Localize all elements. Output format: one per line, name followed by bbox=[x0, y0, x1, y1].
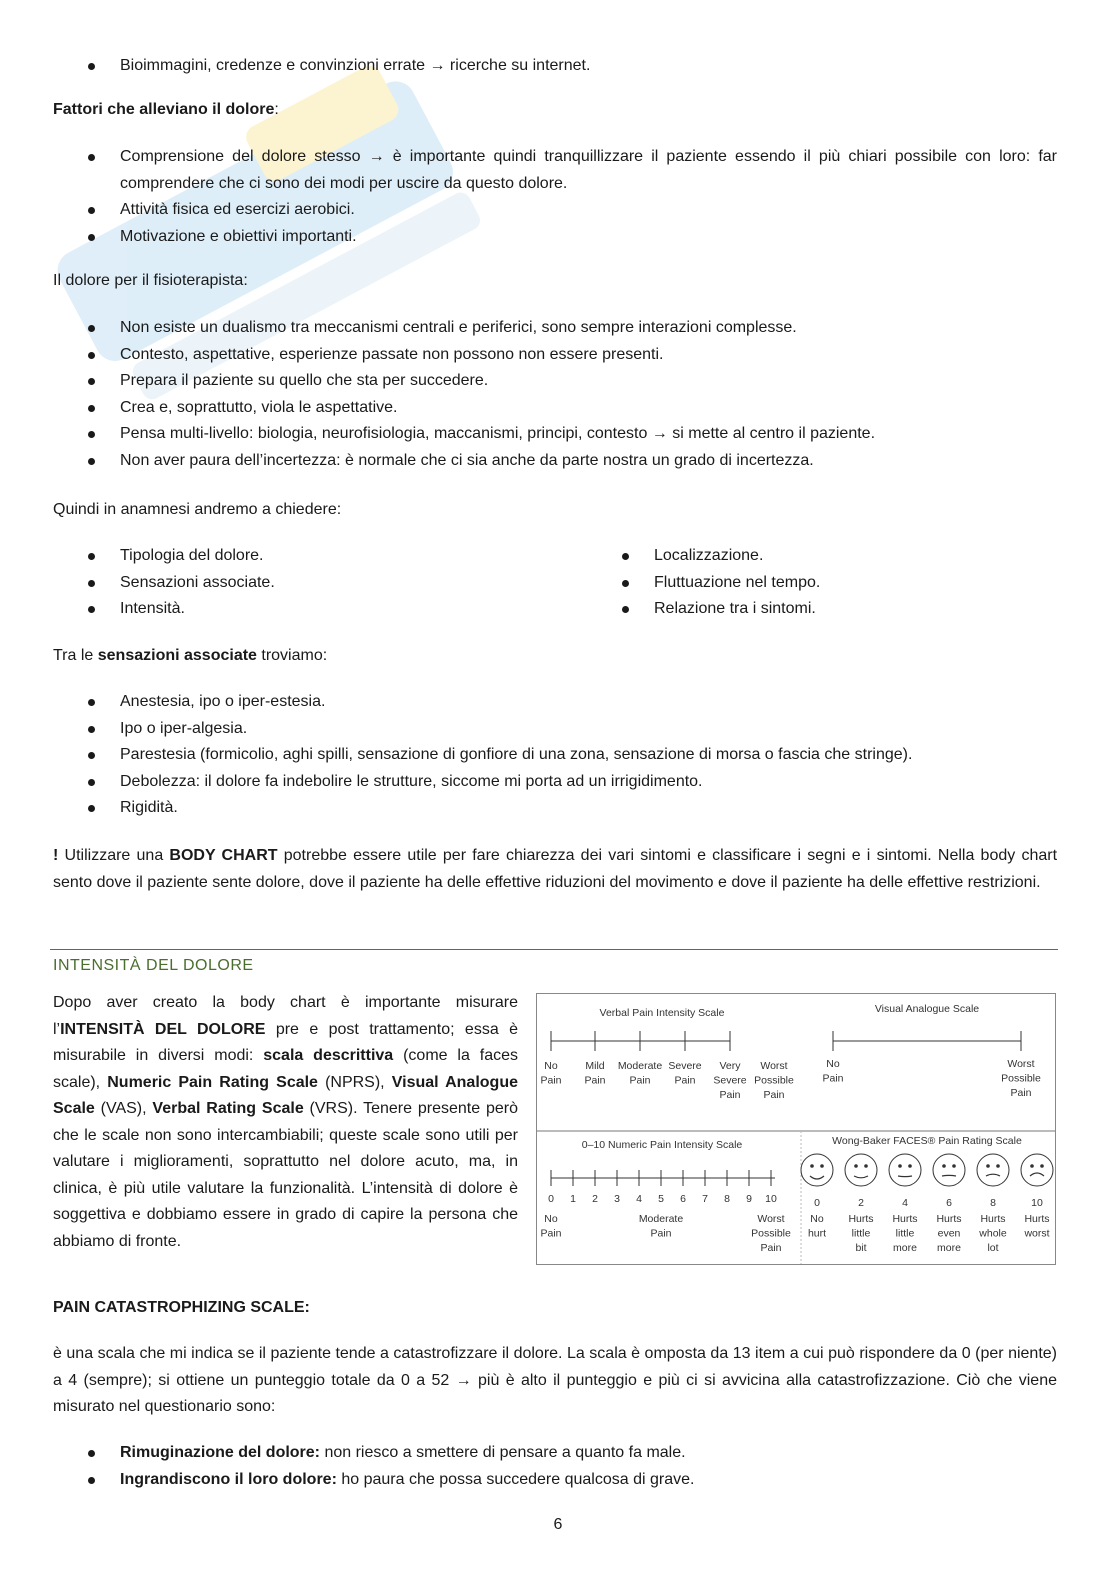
numeric-mid-label: Moderate bbox=[638, 1213, 684, 1225]
numeric-tick-label: 8 bbox=[724, 1193, 730, 1205]
list-item: Non aver paura dell’incertezza: è normale che ci sia anche da parte nostra un grado di incertezza. bbox=[53, 448, 1057, 475]
face-eye bbox=[1030, 1164, 1034, 1168]
numeric-tick-label: 2 bbox=[592, 1193, 598, 1205]
verbal-label: Moderate bbox=[617, 1060, 663, 1072]
numeric-tick-label: 5 bbox=[658, 1193, 664, 1205]
verbal-label: Very bbox=[719, 1060, 741, 1072]
verbal-label: Severe bbox=[713, 1074, 747, 1087]
list-item: Fluttuazione nel tempo. bbox=[587, 570, 1057, 597]
numeric-scale-ticks bbox=[540, 1170, 791, 1254]
faces-scale-title: Wong-Baker FACES® Pain Rating Scale bbox=[832, 1135, 1022, 1147]
face-icon bbox=[933, 1154, 965, 1186]
pcs-list bbox=[53, 1440, 1057, 1493]
numeric-right-label: Pain bbox=[760, 1242, 782, 1254]
list-item: Ingrandiscono il loro dolore: ho paura che possa succedere qualcosa di grave. bbox=[53, 1467, 1057, 1494]
anamnesis-col1 bbox=[53, 543, 583, 623]
numeric-tick-label: 1 bbox=[570, 1193, 576, 1205]
body-chart-paragraph: ! Utilizzare una BODY CHART potrebbe essere utile per fare chiarezza dei vari sintomi e classificare i segni e i sintomi. Nella body chart sento dove il paziente sente dolore, dove il paziente ha delle effettive riduzioni del movimento e dove il paziente ha delle effettive restrizioni. bbox=[53, 847, 1058, 891]
face-label: No bbox=[810, 1213, 824, 1225]
face-mouth bbox=[898, 1176, 912, 1177]
face-value: 0 bbox=[814, 1197, 820, 1209]
face-label: Hurts bbox=[892, 1213, 918, 1225]
face-eye bbox=[864, 1164, 868, 1168]
numeric-tick-label: 4 bbox=[636, 1193, 642, 1205]
face-icon bbox=[1021, 1154, 1053, 1186]
vas-left-label: Pain bbox=[822, 1072, 844, 1085]
numeric-tick-label: 0 bbox=[548, 1193, 554, 1205]
verbal-label: Possible bbox=[754, 1074, 794, 1087]
list-item: Crea e, soprattutto, viola le aspettative. bbox=[53, 395, 1057, 422]
anamnesis-heading: Quindi in anamnesi andremo a chiedere: bbox=[53, 501, 342, 518]
anamnesis-col2 bbox=[587, 543, 1057, 623]
face-value: 8 bbox=[990, 1197, 996, 1209]
face-eye bbox=[952, 1164, 956, 1168]
verbal-label: Worst bbox=[760, 1060, 788, 1072]
face-label: little bbox=[851, 1227, 871, 1240]
numeric-tick-label: 9 bbox=[746, 1193, 752, 1205]
face-icon bbox=[801, 1154, 833, 1186]
numeric-tick-label: 10 bbox=[765, 1193, 777, 1205]
verbal-label: Pain bbox=[584, 1074, 606, 1087]
vas-right-label: Worst bbox=[1007, 1058, 1035, 1070]
relief-heading: Fattori che alleviano il dolore: bbox=[53, 101, 279, 118]
section-divider bbox=[50, 949, 1058, 950]
face-icon bbox=[889, 1154, 921, 1186]
face-label: Hurts bbox=[1024, 1213, 1050, 1225]
pcs-paragraph: è una scala che mi indica se il paziente tende a catastrofizzare il dolore. La scala è omposta da 13 item a cui può rispondere da 0 (per niente) a 4 (sempre); si ottiene un punteggio totale da 0 a 52 → più è alto il punteggio e più ci si avvicina alla catastrofizzazione. Ciò che viene misurato nel questionario sono: bbox=[53, 1345, 1057, 1415]
list-item: Non esiste un dualismo tra meccanismi centrali e periferici, sono sempre interazioni complesse. bbox=[53, 315, 1057, 342]
verbal-label: Pain bbox=[674, 1074, 696, 1087]
list-item: Relazione tra i sintomi. bbox=[587, 596, 1057, 623]
verbal-scale-title: Verbal Pain Intensity Scale bbox=[599, 1007, 725, 1019]
numeric-mid-label: Pain bbox=[650, 1227, 672, 1240]
physio-heading: Il dolore per il fisioterapista: bbox=[53, 272, 248, 289]
face-eye bbox=[996, 1164, 1000, 1168]
verbal-label: Severe bbox=[668, 1060, 702, 1072]
face-label: lot bbox=[987, 1242, 999, 1254]
numeric-tick-label: 3 bbox=[614, 1193, 620, 1205]
list-item: Intensità. bbox=[53, 596, 583, 623]
list-item: Bioimmagini, credenze e convinzioni errate → ricerche su internet. bbox=[53, 53, 1057, 80]
list-item: Tipologia del dolore. bbox=[53, 543, 583, 570]
physio-list bbox=[53, 315, 1057, 474]
list-item: Localizzazione. bbox=[587, 543, 1057, 570]
sensations-list bbox=[53, 689, 1057, 822]
vas-right-label: Possible bbox=[1001, 1072, 1041, 1085]
list-item: Comprensione del dolore stesso → è importante quindi tranquillizzare il paziente essendo il più chiari possibile con loro: far comprendere che ci sono dei modi per uscire da questo dolore. bbox=[53, 144, 1057, 197]
section-title: INTENSITÀ DEL DOLORE bbox=[53, 957, 254, 974]
list-item: Sensazioni associate. bbox=[53, 570, 583, 597]
faces-scale bbox=[801, 1154, 1053, 1254]
list-item: Pensa multi-livello: biologia, neurofisiologia, maccanismi, principi, contesto → si mette al centro il paziente. bbox=[53, 421, 1057, 448]
vas-title: Visual Analogue Scale bbox=[874, 1003, 980, 1015]
face-label: even bbox=[937, 1227, 961, 1240]
numeric-right-label: Possible bbox=[751, 1227, 791, 1240]
face-label: more bbox=[893, 1242, 917, 1254]
verbal-label: Pain bbox=[629, 1074, 651, 1087]
vas-labels bbox=[822, 1058, 1041, 1099]
pain-scales-image bbox=[537, 994, 1055, 1264]
face-label: little bbox=[895, 1227, 915, 1240]
pcs-heading: PAIN CATASTROPHIZING SCALE: bbox=[53, 1299, 310, 1316]
numeric-left-label: Pain bbox=[540, 1227, 562, 1240]
list-item: Ipo o iper-algesia. bbox=[53, 716, 1057, 743]
relief-list bbox=[53, 144, 1057, 250]
face-label: more bbox=[937, 1242, 961, 1254]
face-eye bbox=[908, 1164, 912, 1168]
list-item: Motivazione e obiettivi importanti. bbox=[53, 224, 1057, 251]
pain-scales-figure bbox=[536, 993, 1056, 1265]
page-number: 6 bbox=[553, 1516, 563, 1533]
face-value: 4 bbox=[902, 1197, 908, 1209]
face-label: bit bbox=[855, 1242, 867, 1254]
face-icon bbox=[845, 1154, 877, 1186]
numeric-right-label: Worst bbox=[757, 1213, 785, 1225]
numeric-tick-label: 7 bbox=[702, 1193, 708, 1205]
verbal-label: Pain bbox=[540, 1074, 562, 1087]
verbal-label: Pain bbox=[763, 1089, 785, 1101]
face-label: worst bbox=[1024, 1227, 1050, 1240]
list-item: Prepara il paziente su quello che sta per succedere. bbox=[53, 368, 1057, 395]
verbal-label: Pain bbox=[719, 1089, 741, 1101]
list-item: Anestesia, ipo o iper-estesia. bbox=[53, 689, 1057, 716]
verbal-label: No bbox=[544, 1060, 558, 1072]
intensity-paragraph: Dopo aver creato la body chart è importante misurare l’INTENSITÀ DEL DOLORE pre e post trattamento; essa è misurabile in diversi modi: scala descrittiva (come la faces scale), Numeric Pain Rating Scale (NPRS), Visual Analogue Scale (VAS), Verbal Rating Scale (VRS). Tenere presente però che le scale non sono intercambiabili; queste scale sono utili per valutare i miglioramenti, soprattutto nel dolore acuto, ma, in clinica, è più utile valutare la funzionalità. L’intensità di dolore è soggettiva e dobbiamo essere in grado di capire la persona che abbiamo di fronte. bbox=[53, 994, 519, 1250]
face-icon bbox=[977, 1154, 1009, 1186]
face-label: Hurts bbox=[936, 1213, 962, 1225]
face-label: whole bbox=[979, 1227, 1007, 1240]
numeric-left-label: No bbox=[544, 1213, 558, 1225]
vas-left-label: No bbox=[826, 1058, 840, 1070]
numeric-tick-label: 6 bbox=[680, 1193, 686, 1205]
face-label: Hurts bbox=[848, 1213, 874, 1225]
face-eye bbox=[986, 1164, 990, 1168]
list-item: Debolezza: il dolore fa indebolire le strutture, siccome mi porta ad un irrigidimento. bbox=[53, 769, 1057, 796]
list-item: Rigidità. bbox=[53, 795, 1057, 822]
face-label: hurt bbox=[807, 1227, 827, 1240]
face-eye bbox=[854, 1164, 858, 1168]
face-value: 10 bbox=[1031, 1197, 1043, 1209]
list-item: Contesto, aspettative, esperienze passate non possono non essere presenti. bbox=[53, 342, 1057, 369]
face-mouth bbox=[942, 1175, 956, 1176]
face-eye bbox=[1040, 1164, 1044, 1168]
face-eye bbox=[810, 1164, 814, 1168]
list-item: Parestesia (formicolio, aghi spilli, sensazione di gonfiore di una zona, sensazione di morsa o fascia che stringe). bbox=[53, 742, 1057, 769]
numeric-scale-title: 0–10 Numeric Pain Intensity Scale bbox=[581, 1139, 743, 1151]
verbal-label: Mild bbox=[585, 1060, 605, 1072]
face-eye bbox=[820, 1164, 824, 1168]
sensations-heading: Tra le sensazioni associate troviamo: bbox=[53, 647, 328, 664]
face-value: 6 bbox=[946, 1197, 952, 1209]
face-eye bbox=[942, 1164, 946, 1168]
face-eye bbox=[898, 1164, 902, 1168]
intro-list bbox=[53, 53, 1057, 80]
face-value: 2 bbox=[858, 1197, 864, 1209]
face-label: Hurts bbox=[980, 1213, 1006, 1225]
list-item: Attività fisica ed esercizi aerobici. bbox=[53, 197, 1057, 224]
vas-right-label: Pain bbox=[1010, 1087, 1032, 1099]
list-item: Rimuginazione del dolore: non riesco a smettere di pensare a quanto fa male. bbox=[53, 1440, 1057, 1467]
